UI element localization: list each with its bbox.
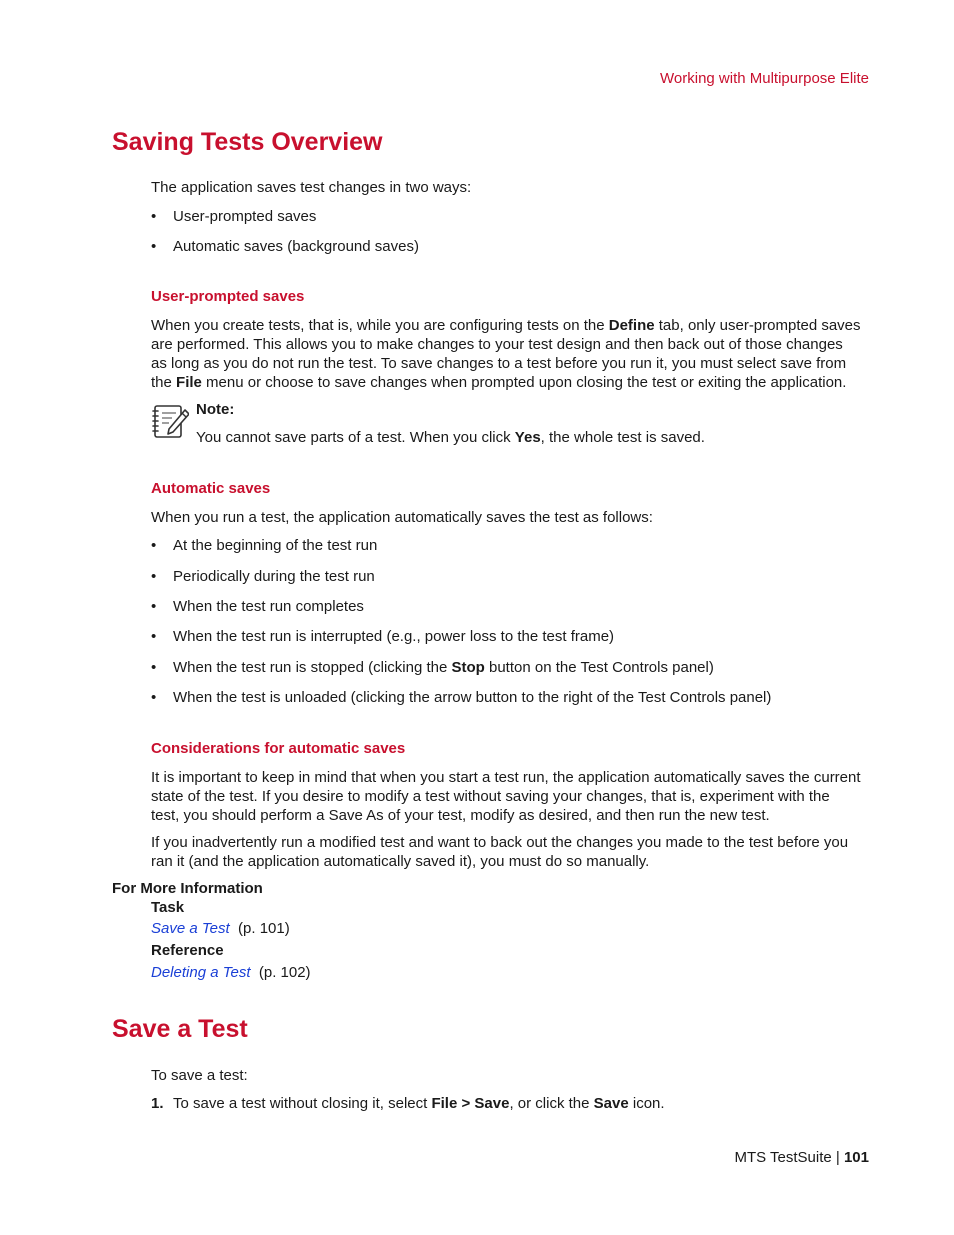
section-title-saving-tests-overview: Saving Tests Overview <box>112 128 383 156</box>
link-save-a-test[interactable]: Save a Test <box>151 920 230 937</box>
considerations-paragraph-1: It is important to keep in mind that when you start a test run, the application automatically saves the current state of the test. If you desire to modify a test without saving your changes, that is, experiment with the test, you should perform a Save As of your test, modify as desired, and then run the new test. <box>151 769 861 824</box>
list-item: • When the test run is stopped (clicking the Stop button on the Test Controls panel) <box>151 659 714 676</box>
subheading-automatic-saves: Automatic saves <box>151 480 271 497</box>
task-link-row: Save a Test (p. 101) <box>151 920 290 937</box>
subheading-considerations: Considerations for automatic saves <box>151 740 406 757</box>
bullet-icon: • <box>151 208 157 225</box>
save-intro: To save a test: <box>151 1067 248 1084</box>
task-label: Task <box>151 899 185 916</box>
footer-product: MTS TestSuite <box>734 1149 832 1166</box>
step-1: 1. To save a test without closing it, select File > Save, or click the Save icon. <box>151 1095 665 1112</box>
reference-link-row: Deleting a Test (p. 102) <box>151 964 311 981</box>
list-item: • When the test is unloaded (clicking the arrow button to the right of the Test Controls panel) <box>151 689 772 706</box>
bullet-icon: • <box>151 568 157 585</box>
note-text: You cannot save parts of a test. When you click Yes, the whole test is saved. <box>196 429 705 446</box>
page-footer <box>734 1149 869 1166</box>
more-info-heading: For More Information <box>112 880 263 897</box>
note-label: Note: <box>196 401 235 418</box>
list-item: • When the test run completes <box>151 598 364 615</box>
bullet-icon: • <box>151 238 157 255</box>
automatic-intro: When you run a test, the application automatically saves the test as follows: <box>151 509 653 526</box>
bullet-icon: • <box>151 659 157 676</box>
bullet-icon: • <box>151 689 157 706</box>
bullet-icon: • <box>151 598 157 615</box>
list-item: • Periodically during the test run <box>151 568 375 585</box>
footer-separator: | <box>835 1149 840 1166</box>
bullet-icon: • <box>151 537 157 554</box>
link-deleting-a-test[interactable]: Deleting a Test <box>151 964 251 981</box>
list-item: • When the test run is interrupted (e.g., power loss to the test frame) <box>151 628 615 645</box>
page-number: 101 <box>843 1149 869 1166</box>
list-item <box>151 237 419 256</box>
list-item <box>151 207 316 226</box>
note-pencil-icon <box>151 403 189 441</box>
section-title-save-a-test: Save a Test <box>112 1015 248 1043</box>
running-header: Working with Multipurpose Elite <box>660 70 869 87</box>
list-item-text: User-prompted saves <box>173 208 317 225</box>
user-prompted-paragraph: When you create tests, that is, while you are configuring tests on the Define tab, only user-prompted saves are performed. This allows you to make changes to your test design and then back out of those changes as long as you do not run the test. To save changes to a test before you run it, you must select save from the File menu or choose to save changes when prompted upon closing the test or exiting the application. <box>151 317 861 391</box>
considerations-paragraph-2: If you inadvertently run a modified test and want to back out the changes you made to the test before you ran it (and the application automatically saved it), you must do so manually. <box>151 834 849 870</box>
reference-label: Reference <box>151 942 224 959</box>
intro-paragraph: The application saves test changes in two ways: <box>151 179 472 196</box>
list-item: • At the beginning of the test run <box>151 537 378 554</box>
list-item-text: Automatic saves (background saves) <box>173 238 419 255</box>
step-number: 1. <box>151 1095 164 1112</box>
bullet-icon: • <box>151 628 157 645</box>
subheading-user-prompted-saves: User-prompted saves <box>151 288 305 305</box>
